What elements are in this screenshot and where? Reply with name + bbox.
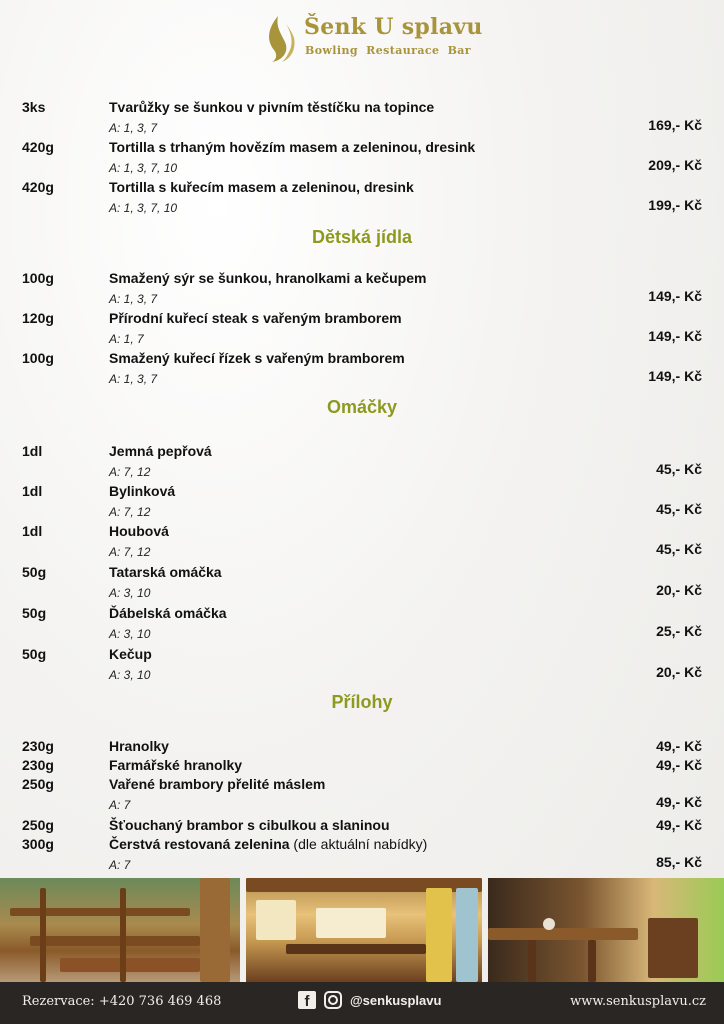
item-quantity: 120g [22,310,54,326]
section-title-sauces: Omáčky [326,397,398,417]
item-name [109,836,427,852]
menu-item [0,350,724,390]
brand-logo [0,12,724,68]
item-allergens: A: 7, 12 [109,465,151,479]
item-quantity: 420g [22,179,54,195]
item-name: Tortilla s kuřecím masem a zeleninou, dresink [109,179,414,195]
menu-item [0,836,724,876]
menu-item [0,99,724,139]
item-name: Tortilla s trhaným hovězím masem a zeleninou, dresink [109,139,476,155]
menu-item [0,483,724,523]
item-name-text: Čerstvá restovaná zelenina [109,836,290,852]
photo-strip [0,878,724,982]
item-name: Houbová [109,523,169,539]
item-quantity: 50g [22,564,47,580]
item-price: 49,- Kč [656,794,702,810]
item-name: Vařené brambory přelité máslem [109,776,326,792]
menu-item [0,310,724,350]
facebook-icon[interactable]: f [298,991,316,1009]
item-allergens: A: 1, 3, 7, 10 [109,161,178,175]
item-allergens: A: 3, 10 [109,668,151,682]
item-quantity: 300g [22,836,54,852]
item-quantity: 50g [22,605,47,621]
menu-item [0,776,724,816]
brand-subtitle: Bowling Restaurace Bar [305,44,471,57]
item-name: Bylinková [109,483,176,499]
item-price: 149,- Kč [648,328,702,344]
item-price: 49,- Kč [656,817,702,833]
photo-terrace [0,878,240,982]
item-price: 45,- Kč [656,461,702,477]
flame-logo-icon [264,14,298,64]
item-quantity: 100g [22,270,54,286]
photo-restaurant-hall [246,878,482,982]
item-quantity: 250g [22,817,54,833]
item-quantity: 100g [22,350,54,366]
item-quantity: 420g [22,139,54,155]
item-price: 169,- Kč [648,117,702,133]
item-allergens: A: 7, 12 [109,505,151,519]
brand-title: Šenk U splavu [304,14,483,40]
item-name: Jemná pepřová [109,443,212,459]
item-allergens: A: 1, 3, 7 [109,121,158,135]
item-allergens: A: 3, 10 [109,627,151,641]
website-link[interactable]: www.senkusplavu.cz [570,994,706,1009]
item-name: Kečup [109,646,152,662]
item-name: Smažený kuřecí řízek s vařeným bramborem [109,350,405,366]
item-name: Ďábelská omáčka [109,605,227,621]
menu-item [0,270,724,310]
item-name: Smažený sýr se šunkou, hranolkami a kečupem [109,270,427,286]
menu-item [0,564,724,604]
item-price: 49,- Kč [656,757,702,773]
section-title-kids: Dětská jídla [311,227,413,247]
item-allergens: A: 7 [109,858,131,872]
menu-item [0,646,724,686]
item-allergens: A: 7 [109,798,131,812]
item-quantity: 1dl [22,523,43,539]
section-title-sides: Přílohy [331,692,393,712]
item-quantity: 3ks [22,99,46,115]
item-price: 25,- Kč [656,623,702,639]
menu-item [0,443,724,483]
item-quantity: 230g [22,738,54,754]
item-name: Tatarská omáčka [109,564,222,580]
item-price: 49,- Kč [656,738,702,754]
item-allergens: A: 7, 12 [109,545,151,559]
item-allergens: A: 1, 7 [109,332,144,346]
social-handle[interactable]: @senkusplavu [350,993,442,1008]
item-price: 199,- Kč [648,197,702,213]
item-price: 149,- Kč [648,368,702,384]
item-quantity: 1dl [22,443,43,459]
item-name: Přírodní kuřecí steak s vařeným bramborem [109,310,402,326]
photo-interior [488,878,724,982]
item-price: 45,- Kč [656,501,702,517]
item-quantity: 1dl [22,483,43,499]
item-quantity: 250g [22,776,54,792]
instagram-lens [328,995,338,1005]
item-price: 20,- Kč [656,582,702,598]
item-price: 20,- Kč [656,664,702,680]
menu-item [0,605,724,645]
item-allergens: A: 3, 10 [109,586,151,600]
item-name: Šťouchaný brambor s cibulkou a slaninou [109,817,390,833]
item-allergens: A: 1, 3, 7 [109,372,158,386]
item-name: Hranolky [109,738,169,754]
item-price: 209,- Kč [648,157,702,173]
menu-item [0,139,724,179]
item-name: Tvarůžky se šunkou v pivním těstíčku na topince [109,99,435,115]
item-note: (dle aktuální nabídky) [293,836,428,852]
item-price: 149,- Kč [648,288,702,304]
menu-item [0,179,724,219]
item-price: 85,- Kč [656,854,702,870]
reservation-phone: Rezervace: +420 736 469 468 [22,994,222,1009]
item-name: Farmářské hranolky [109,757,243,773]
item-price: 45,- Kč [656,541,702,557]
item-allergens: A: 1, 3, 7, 10 [109,201,178,215]
menu-item [0,523,724,563]
item-allergens: A: 1, 3, 7 [109,292,158,306]
item-quantity: 50g [22,646,47,662]
item-quantity: 230g [22,757,54,773]
footer-bar [0,982,724,1024]
